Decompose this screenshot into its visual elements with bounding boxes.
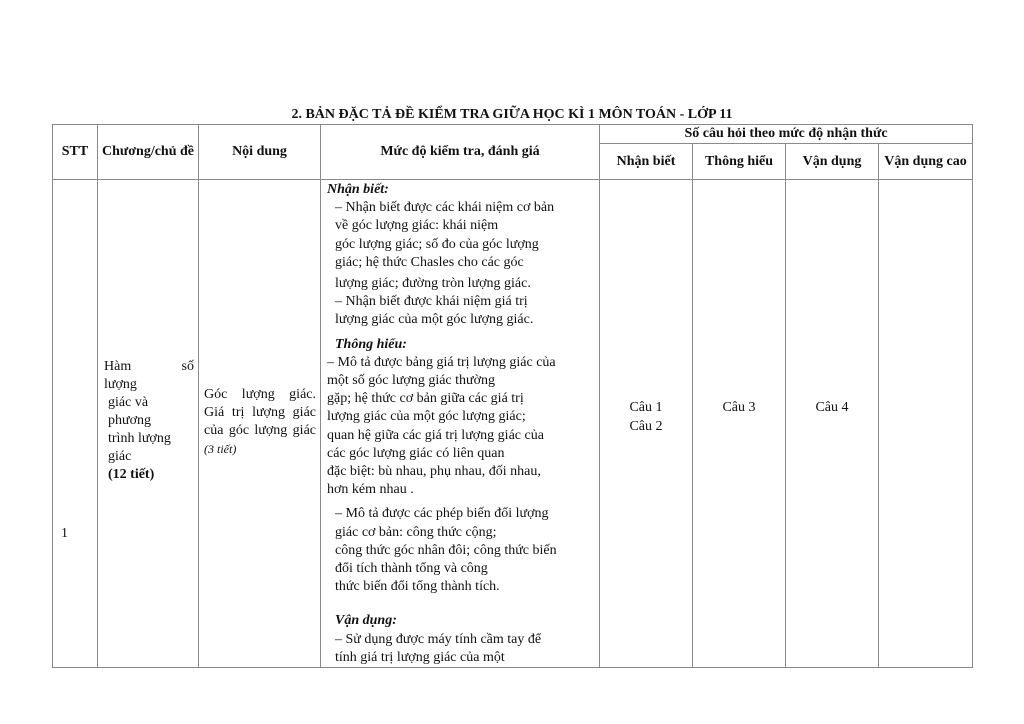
header-van-dung: Vận dụng xyxy=(786,144,879,180)
cell-nhan-biet xyxy=(600,180,693,668)
th2-line: đổi tích thành tổng và công xyxy=(335,561,488,577)
header-chuong: Chương/chủ đề xyxy=(98,125,199,180)
th-line: gặp; hệ thức cơ bản giữa các giá trị xyxy=(327,391,524,407)
label-van-dung: Vận dụng: xyxy=(335,613,397,629)
question-ref: Câu 2 xyxy=(629,419,663,434)
th2-line: – Mô tả được các phép biến đổi lượng xyxy=(335,506,549,522)
cell-muc-do xyxy=(321,180,600,668)
chuong-line-2: lượng xyxy=(104,377,137,392)
vd-line: tính giá trị lượng giác của một xyxy=(335,649,505,665)
th2-line: công thức góc nhân đôi; công thức biến xyxy=(335,542,557,558)
th2-line: thức biến đổi tổng thành tích. xyxy=(335,579,500,595)
question-ref: Câu 1 xyxy=(629,400,663,415)
cell-stt xyxy=(53,180,98,668)
nb-line: lượng giác của một góc lượng giác. xyxy=(335,312,534,328)
cell-chuong xyxy=(98,180,199,668)
table-row xyxy=(53,180,973,668)
question-ref: Câu 4 xyxy=(815,400,849,415)
chuong-word-2: số xyxy=(181,359,194,374)
header-noi-dung: Nội dung xyxy=(199,125,321,180)
header-stt: STT xyxy=(53,125,98,180)
th-line: các góc lượng giác có liên quan xyxy=(327,445,505,461)
specification-table xyxy=(52,124,973,668)
header-thong-hieu: Thông hiểu xyxy=(693,144,786,180)
chuong-line-4: phương xyxy=(108,413,151,428)
header-van-dung-cao: Vận dụng cao xyxy=(879,144,973,180)
header-nhan-biet: Nhận biết xyxy=(600,144,693,180)
th-line: – Mô tả được bảng giá trị lượng giác của xyxy=(327,354,556,370)
th-line: lượng giác của một góc lượng giác; xyxy=(327,409,526,425)
cell-van-dung xyxy=(786,180,879,668)
noi-dung-hours: (3 tiết) xyxy=(204,442,237,456)
nb-line: về góc lượng giác: khái niệm xyxy=(335,218,499,234)
nb-line: giác; hệ thức Chasles cho các góc xyxy=(335,254,524,270)
th-line: quan hệ giữa các giá trị lượng giác của xyxy=(327,427,544,443)
chuong-hours: (12 tiết) xyxy=(108,467,155,482)
chuong-line-6: giác xyxy=(108,449,132,464)
chuong-line-5: trình lượng xyxy=(108,431,171,446)
chuong-word-1: Hàm xyxy=(104,359,132,374)
nb-line: góc lượng giác; số đo của góc lượng xyxy=(335,236,539,252)
row-number: 1 xyxy=(61,526,68,541)
th2-line: giác cơ bản: công thức cộng; xyxy=(335,524,497,540)
cell-noi-dung xyxy=(199,180,321,668)
nb-line: lượng giác; đường tròn lượng giác. xyxy=(335,276,531,292)
th-line: đặc biệt: bù nhau, phụ nhau, đối nhau, xyxy=(327,464,541,480)
th-line: hơn kém nhau . xyxy=(327,482,414,498)
nb-line: – Nhận biết được khái niệm giá trị xyxy=(335,294,528,310)
vd-line: – Sử dụng được máy tính cầm tay để xyxy=(335,631,542,647)
label-nhan-biet: Nhận biết: xyxy=(327,182,389,197)
chuong-line-3: giác và xyxy=(108,395,149,410)
nb-line: – Nhận biết được các khái niệm cơ bản xyxy=(335,200,555,216)
header-so-cau: Số câu hỏi theo mức độ nhận thức xyxy=(600,125,973,144)
header-muc-do: Mức độ kiểm tra, đánh giá xyxy=(321,125,600,180)
document-title: 2. BẢN ĐẶC TẢ ĐỀ KIỂM TRA GIỮA HỌC KÌ 1 MÔN TOÁN - LỚP 11 xyxy=(291,107,733,122)
cell-van-dung-cao xyxy=(879,180,973,668)
question-ref: Câu 3 xyxy=(722,400,756,415)
cell-thong-hieu xyxy=(693,180,786,668)
th-line: một số góc lượng giác thường xyxy=(327,373,496,389)
noi-dung-text: Góc lượng giác. Giá trị lượng giác của góc lượng giác xyxy=(204,387,316,438)
label-thong-hieu: Thông hiểu: xyxy=(335,336,407,352)
